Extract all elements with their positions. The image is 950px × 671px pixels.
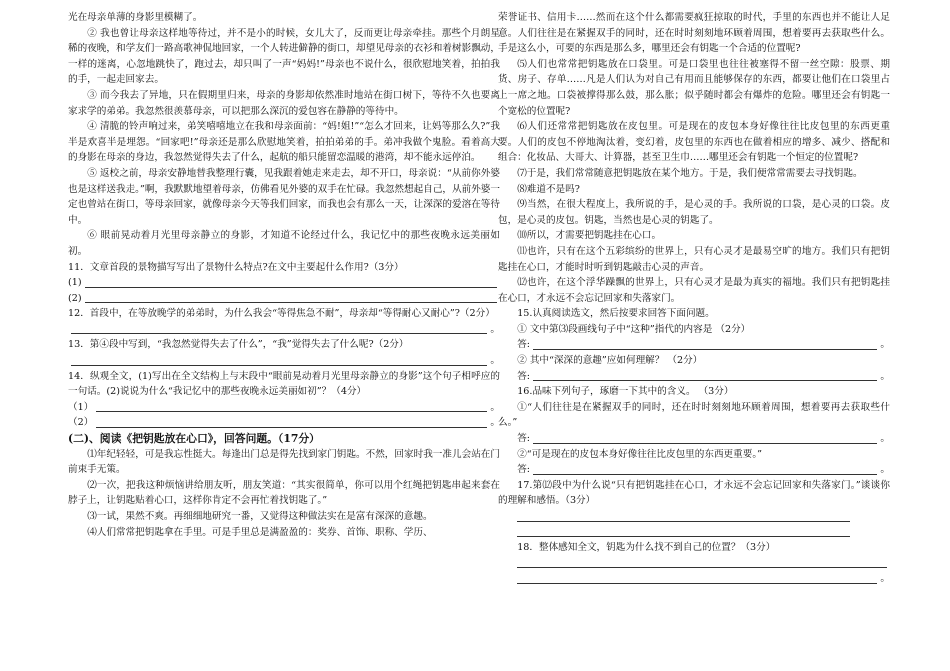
answer-line[interactable]: 答: 。 — [517, 433, 890, 445]
question-13: 13．第④段中写到，“我忽然觉得失去了什么”，“我”觉得失去了什么呢?（2分） — [68, 339, 409, 351]
question-16: 16.品味下列句子，琢磨一下其中的含义。 （3分） — [517, 386, 734, 398]
left-column — [68, 10, 500, 540]
reading-paragraph: ⑴年纪轻轻，可是我忘性挺大。每逢出门总是得先找到家门钥匙。不然，回家时我一准儿会站在门前束手无策。 — [68, 448, 500, 476]
answer-line[interactable] — [498, 525, 890, 541]
passage-paragraph: ② 我也曾让母亲这样地等待过，并不是小的时候，女儿大了，反而更让母亲牵挂。那些个月朗星稀的夜晚，和学友们一路高歌神侃地回家，一个人转进僻静的街口，却望见母亲的衣衫和着树影飘动，一样的迷离，心忽地跳快了，跑过去，却只叫了一声“妈妈!”母亲也不说什么，很欣慰地笑着，拍拍我的手，一起走回家去。 — [68, 27, 500, 86]
question-15: 15.认真阅读选文，然后按要求回答下面问题。 — [517, 308, 715, 320]
question-16-1: ①“人们往往是在紧握双手的同时，还在时时刻刻地环顾着周围，想着要再去获取些什么。” — [498, 401, 890, 429]
answer-line[interactable]: 。 — [68, 322, 500, 338]
question-16-2: ②“可是现在的皮包本身好像往往比皮包里的东西更重要。” — [517, 448, 763, 460]
reading-paragraph: ⑵一次，把我这种烦恼讲给朋友听，朋友笑道：“其实很简单，你可以用个红绳把钥匙串起来套在脖子上，让钥匙贴着心口，这样你肯定不会再忙着找钥匙了。” — [68, 479, 500, 507]
answer-line[interactable]: 。 — [498, 571, 890, 587]
passage-paragraph: ⑥ 眼前晃动着月光里母亲静立的身影，才知道不论经过什么，我记忆中的那些夜晚永远美丽如初。 — [68, 230, 500, 257]
section-heading: (二)、阅读《把钥匙放在心口》，回答问题。（17分） — [68, 432, 320, 446]
answer-line[interactable]: (2) — [68, 291, 500, 307]
question-15-2: ② 其中“深深的意趣”应如何理解？ （2分） — [517, 355, 703, 367]
reading-paragraph: 荣誉证书、信用卡……然而在这个什么都需要疯狂掠取的时代，手里的东西也并不能让人足意。人们往往是在紧握双手的同时，还在时时刻刻地环顾着周围，想着要再去获取些什么。手是这么小，可要的东西是那么多，哪里还会有钥匙一个合适的位置呢? — [498, 12, 890, 55]
reading-paragraph: ⑽所以，才需要把钥匙挂在心口。 — [517, 230, 662, 242]
reading-paragraph: ⑼当然，在很大程度上，我所说的手，是心灵的手。我所说的口袋，是心灵的口袋。皮包，是心灵的皮包。钥匙，当然也是心灵的钥匙了。 — [498, 199, 890, 226]
answer-line[interactable]: 。 — [68, 353, 500, 369]
reading-paragraph: ⑺于是，我们常常随意把钥匙放在某个地方。于是，我们便常常需要去寻找钥匙。 — [517, 167, 863, 179]
reading-paragraph: ⑸人们也常常把钥匙放在口袋里。可是口袋里也往往被塞得不留一丝空隙：股票、期货、房子、存单……凡是人们认为对自己有用而且能够保存的东西，都要让他们在口袋里占上一席之地。口袋被撑得那么鼓，那么胀；似乎随时都会有爆炸的危险。哪里还会有钥匙一个宽松的位置呢? — [498, 58, 890, 117]
answer-line[interactable]: 答: 。 — [517, 370, 890, 382]
answer-line[interactable]: 答: 。 — [517, 339, 890, 351]
reading-paragraph: ⑹人们还常常把钥匙放在皮包里。可是现在的皮包本身好像往往比皮包里的东西更重要。人们的皮包不停地淘汰着，变幻着，皮包里的东西也在做着相应的增多、减少、搭配和组合：化妆品、大哥大、计算器，甚至卫生巾……哪里还会有钥匙一个恒定的位置呢? — [498, 121, 890, 164]
reading-paragraph: ⑿也许，在这个浮华躁飘的世界上，只有心灵才是最为真实的福地。我们只有把钥匙挂在心口，才永远不会忘记回家和失落家门。 — [498, 277, 890, 304]
question-17: 17.第⑿段中为什么说“只有把钥匙挂在心口，才永远不会忘记回家和失落家门。”谈谈你的理解和感悟。（3分） — [498, 479, 890, 507]
question-12: 12．首段中，在等放晚学的弟弟时，为什么我会“等得焦急不耐”，母亲却“等得耐心又耐心”?（2分） — [68, 308, 495, 320]
question-18: 18．整体感知全文，钥匙为什么找不到自己的位置？（3分） — [517, 542, 776, 554]
passage-paragraph: ④ 清脆的铃声响过来，弟笑嘻嘻地立在我和母亲面前：“妈!姐!”“怎么才回来，让妈等那么久?”我半是欢喜半是埋怨。“回家吧!”母亲还是那么欣慰地笑着，拍拍弟弟的手。弟冲我做个鬼脸。看着高大的身影在母亲的身边，我忽然觉得失去了什么，起航的船只能留恋温暖的港湾，却不能永远停泊。 — [68, 121, 500, 164]
answer-line[interactable]: （2） 。 — [68, 417, 500, 429]
passage-paragraph: 光在母亲单薄的身影里模糊了。 — [68, 12, 203, 23]
question-15-1: ① 文中第⑶段画线句子中“这种”指代的内容是 （2分） — [517, 323, 751, 335]
question-11: 11．文章首段的景物描写写出了景物什么特点?在文中主要起什么作用?（3分） — [68, 261, 404, 273]
passage-paragraph: ③ 而今我去了异地，只在假期里归来，母亲的身影却依然准时地站在街口树下，等待不久也要离家求学的弟弟。我忽然很羡慕母亲，可以把那么深沉的爱包容在静静的等待中。 — [68, 89, 500, 117]
answer-line[interactable]: （1） 。 — [68, 401, 500, 413]
reading-paragraph: ⑷人们常常把钥匙拿在手里。可是手里总是满盈盈的：奖券、首饰、职称、学历、 — [87, 526, 433, 538]
answer-line[interactable] — [498, 509, 890, 525]
reading-paragraph: ⑻难道不是吗? — [517, 183, 580, 195]
right-column — [498, 10, 890, 587]
question-14: 14．纵观全文，(1)写出在全文结构上与末段中“眼前晃动着月光里母亲静立的身影”这个句子相呼应的一句话。(2)说说为什么“我记忆中的那些夜晚永远美丽如初”？（4分） — [68, 370, 500, 398]
reading-paragraph: ⑾也许，只有在这个五彩缤纷的世界上，只有心灵才是最易空旷的地方。我们只有把钥匙挂在心口，才能时时听到钥匙敲击心灵的声音。 — [498, 245, 890, 273]
answer-line[interactable] — [498, 556, 890, 572]
answer-line[interactable]: (1) — [68, 275, 500, 291]
reading-paragraph: ⑶一试，果然不爽。再细细地研究一番，又觉得这种做法实在是富有深深的意趣。 — [87, 511, 433, 522]
answer-line[interactable]: 答: 。 — [517, 464, 890, 476]
passage-paragraph: ⑤ 返校之前，母亲安静地替我整理行囊，见我跟着她走来走去，却不开口，母亲说：“从前你外婆也是这样送我走。”啊，我默默地望着母亲，仿佛看见外婆的双手在忙碌。我忽然想起自己，从前外婆一定也曾站在街口，等母亲回家，就像母亲今天等我们回家，而我也会有那么一天，让深深的爱溶在等待中。 — [68, 167, 500, 226]
